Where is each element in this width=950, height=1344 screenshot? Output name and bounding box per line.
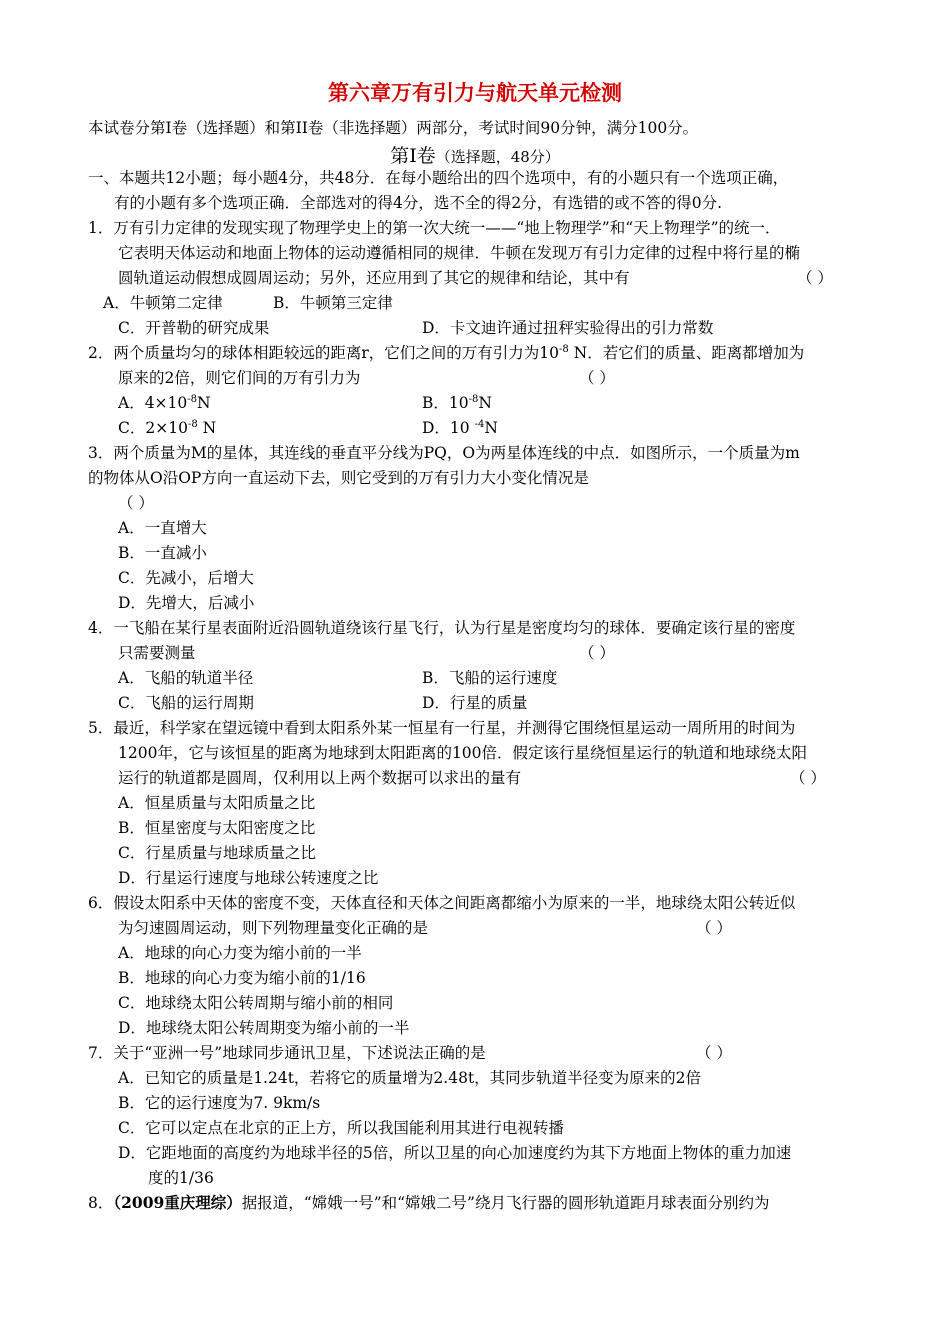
q7-option-c: C．它可以定点在北京的正上方，所以我国能利用其进行电视转播 <box>118 1119 564 1137</box>
q2-option-d-unit: N <box>484 419 498 437</box>
q3-answer-blank: （ ） <box>118 494 154 512</box>
q2-answer-blank: （ ） <box>579 369 615 387</box>
intro-text: 本试卷分第I卷（选择题）和第II卷（非选择题）两部分，考试时间90分钟，满分100分。 <box>88 119 699 137</box>
q3-line-2: 的物体从O沿OP方向一直运动下去，则它受到的万有引力大小变化情况是 <box>88 469 589 487</box>
q2-option-c-text: C．2×10 <box>118 419 188 437</box>
q7-option-b: B．它的运行速度为7. 9km/s <box>118 1094 321 1112</box>
q5-line-1: 5．最近，科学家在望远镜中看到太阳系外某一恒星有一行星，并测得它围绕恒星运动一周所用的时间为 <box>88 719 796 737</box>
q6-option-c: C．地球绕太阳公转周期与缩小前的相同 <box>118 994 394 1012</box>
q1-line-3: 圆轨道运动假想成圆周运动；另外，还应用到了其它的规律和结论，其中有 <box>118 269 630 287</box>
q6-line-2: 为匀速圆周运动，则下列物理量变化正确的是 <box>118 919 429 937</box>
q3-option-b: B．一直减小 <box>118 544 207 562</box>
q1-line-1: 1．万有引力定律的发现实现了物理学史上的第一次大统一——“地上物理学”和“天上物理学”的统一． <box>88 219 781 237</box>
q6-line-1: 6．假设太阳系中天体的密度不变，天体直径和天体之间距离都缩小为原来的一半，地球绕太阳公转近似 <box>88 894 796 912</box>
section-subtitle: （选择题，48分） <box>435 148 560 166</box>
q7-option-a: A．已知它的质量是1.24t，若将它的质量增为2.48t，其同步轨道半径变为原来的2倍 <box>118 1069 702 1087</box>
q2-line-1-a: 2．两个质量均匀的球体相距较远的距离r，它们之间的万有引力为10 <box>88 344 559 362</box>
q8-text: 据报道，“嫦娥一号”和“嫦娥二号”绕月飞行器的圆形轨道距月球表面分别约为 <box>241 1194 770 1212</box>
q3-option-d: D．先增大，后减小 <box>118 594 255 612</box>
q6-option-b: B．地球的向心力变为缩小前的1/16 <box>118 969 366 987</box>
q3-option-a: A．一直增大 <box>118 519 207 537</box>
q4-line-2: 只需要测量 <box>118 644 196 662</box>
q1-option-c: C．开普勒的研究成果 <box>118 319 270 337</box>
instructions-line-1: 一、本题共12小题；每小题4分，共48分．在每小题给出的四个选项中，有的小题只有一个选项正确， <box>88 169 789 187</box>
q5-line-2: 1200年，它与该恒星的距离为地球到太阳距离的100倍．假定该行星绕恒星运行的轨道和地球绕太阳 <box>118 744 808 762</box>
q2-option-a-text: A．4×10 <box>118 394 188 412</box>
q3-option-c: C．先减小，后增大 <box>118 569 254 587</box>
q4-option-c: C．飞船的运行周期 <box>118 694 254 712</box>
q6-option-d: D．地球绕太阳公转周期变为缩小前的一半 <box>118 1019 410 1037</box>
q7-line-1: 7．关于“亚洲一号”地球同步通讯卫星，下述说法正确的是 <box>88 1044 486 1062</box>
q1-option-a: A．牛顿第二定律 <box>103 294 223 312</box>
q2-option-d-text: D．10 <box>422 419 475 437</box>
q4-answer-blank: （ ） <box>579 644 615 662</box>
q2-option-b-exp: -8 <box>468 394 479 405</box>
q5-option-a: A．恒星质量与太阳质量之比 <box>118 794 316 812</box>
q5-answer-blank: （ ） <box>790 769 826 787</box>
q1-answer-blank: （ ） <box>797 269 833 287</box>
q5-line-3: 运行的轨道都是圆周，仅利用以上两个数据可以求出的量有 <box>118 769 522 787</box>
q1-option-d: D．卡文迪许通过扭秤实验得出的引力常数 <box>422 319 714 337</box>
q2-line-1-exp: -8 <box>559 344 569 355</box>
q8-line-1 <box>88 1193 769 1213</box>
q2-option-a-unit: N <box>197 394 211 412</box>
q2-option-b-unit: N <box>478 394 492 412</box>
q4-option-a: A．飞船的轨道半径 <box>118 669 254 687</box>
q2-option-c <box>118 418 216 438</box>
q2-option-b <box>422 393 492 413</box>
q2-option-b-text: B．10 <box>422 394 469 412</box>
q2-option-c-unit: N <box>197 419 217 437</box>
q7-answer-blank: （ ） <box>696 1044 732 1062</box>
instructions-line-2: 有的小题有多个选项正确．全部选对的得4分，选不全的得2分，有选错的或不答的得0分. <box>114 194 723 212</box>
q5-option-c: C．行星质量与地球质量之比 <box>118 844 316 862</box>
q2-option-d <box>422 418 498 438</box>
q2-line-1 <box>88 343 804 363</box>
q3-line-1: 3．两个质量为M的星体，其连线的垂直平分线为PQ，O为两星体连线的中点．如图所示，一个质量为m <box>88 444 800 462</box>
q7-option-d-line-2: 度的1/36 <box>148 1169 214 1187</box>
q6-answer-blank: （ ） <box>696 919 732 937</box>
q1-line-2: 它表明天体运动和地面上物体的运动遵循相同的规律．牛顿在发现万有引力定律的过程中将行星的椭 <box>118 244 801 262</box>
q1-option-b: B．牛顿第三定律 <box>273 294 393 312</box>
q2-line-2: 原来的2倍，则它们间的万有引力为 <box>118 369 361 387</box>
q5-option-d: D．行星运行速度与地球公转速度之比 <box>118 869 379 887</box>
q5-option-b: B．恒星密度与太阳密度之比 <box>118 819 316 837</box>
page-title: 第六章万有引力与航天单元检测 <box>328 80 622 105</box>
q2-option-a-exp: -8 <box>187 394 198 405</box>
q4-option-b: B．飞船的运行速度 <box>422 669 558 687</box>
q8-number: 8． <box>88 1194 114 1212</box>
section-title: 第Ⅰ卷 <box>390 145 436 167</box>
q2-option-a <box>118 393 211 413</box>
section-heading <box>0 144 950 169</box>
q4-option-d: D．行星的质量 <box>422 694 528 712</box>
q4-line-1: 4．一飞船在某行星表面附近沿圆轨道绕该行星飞行，认为行星是密度均匀的球体．要确定该行星的密度 <box>88 619 796 637</box>
q7-option-d-line-1: D．它距地面的高度约为地球半径的5倍，所以卫星的向心加速度约为其下方地面上物体的重力加速 <box>118 1144 792 1162</box>
q2-option-c-exp: -8 <box>187 419 198 430</box>
q2-line-1-b: N．若它们的质量、距离都增加为 <box>568 344 805 362</box>
q8-source: （2009重庆理综） <box>113 1193 242 1212</box>
q2-option-d-exp: -4 <box>474 419 485 430</box>
q6-option-a: A．地球的向心力变为缩小前的一半 <box>118 944 362 962</box>
